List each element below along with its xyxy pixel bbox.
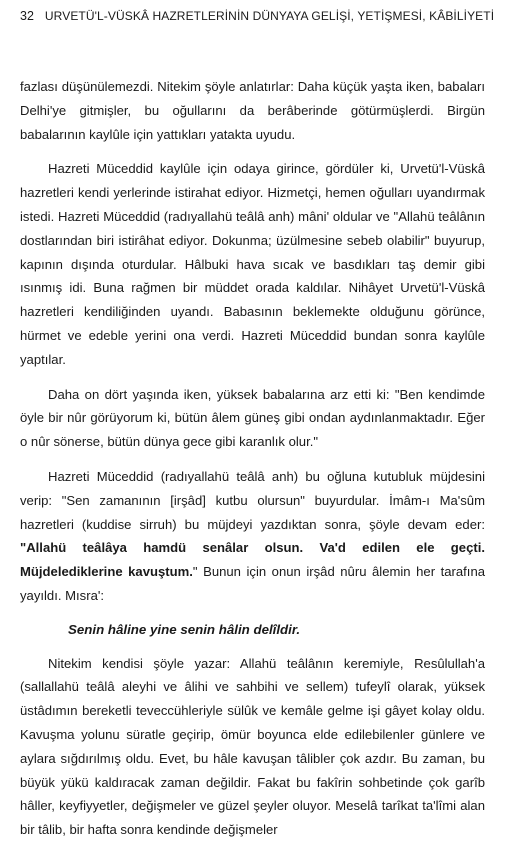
page-body	[20, 75, 485, 842]
paragraph-3: Daha on dört yaşında iken, yüksek babalarına arz etti ki: "Ben kendimde öyle bir nûr görüyorum ki, bütün âlem güneş gibi ondan aydınlanmaktadır. Eğer o nûr sönerse, bütün dünya gece gibi karanlık olur."	[20, 386, 485, 450]
paragraph-1: fazlası düşünülemezdi. Nitekim şöyle anlatırlar: Daha küçük yaşta iken, babaları Delhi'ye gitmişler, bu oğullarını da berâberinde götürmüşlerdi. Birgün babalarının kaylûle için yattıkları yatakta uyudu.	[20, 79, 485, 142]
page-number: 32	[20, 9, 34, 23]
paragraph-4-text-a: Hazreti Müceddid (radıyallahü teâlâ anh) bu oğluna kutubluk müjdesini verip: "Sen zamanının [irşâd] kutbu olursun" buyurdular. İmâm-ı Ma'sûm hazretleri (kuddise sirruh) bu müjdeyi yazdıktan sonra, şöyle devam eder:	[20, 468, 485, 532]
verse-line: Senin hâline yine senin hâlin delîldir.	[68, 621, 301, 637]
paragraph-2: Hazreti Müceddid kaylûle için odaya girince, gördüler ki, Urvetü'l-Vüskâ hazretleri kendi yerlerinde istirahat ediyor. Hizmetçi, hemen oğulları uyandırmak istedi. Hazreti Müceddid (radıyallahü teâlâ anh) mâni' oldular ve "Allahü teâlânın dostlarından biri istirâhat ediyor. Dokunma; üzülmesine sebeb olabilir" buyurup, kapının dışında oturdular. Hâlbuki hava sıcak ve basdıkları taş demir gibi ısınmış idi. Buna rağmen bir müddet orada kaldılar. Nihâyet Urvetü'l-Vüskâ hazretleri kendiliğinden uyandı. Babasının beklemekte olduğunu görünce, hürmet ve edeble yerini ona verdi. Hazreti Müceddid bundan sonra kaylûle yaptılar.	[20, 161, 485, 367]
paragraph-5: Nitekim kendisi şöyle yazar: Allahü teâlânın keremiyle, Resûlullah'a (sallallahü teâlâ aleyhi ve âlihi ve sahbihi ve sellem) tufeylî olarak, yüksek üstâdımın bereketli teveccühleriyle sülûk ve kemâle gelme işi gâyet kolay oldu. Kavuşma yolunu süratle geçirip, ömür boyunca elde edilebilenler günlere ve aylara sığdırılmış oldu. Evet, bu hâle kavuşan tâlibler çok azdır. Bu zaman, bu büyük yükü kaldıracak zaman değildir. Fakat bu fakîrin sohbetinde çok garîb hâller, keyfiyyetler, değişmeler ve güzel şeyler oluyor. Meselâ tarîkat ta'lîmi alan bir tâlib, bir hafta sonra kendinde değişmeler	[20, 655, 485, 838]
page-header	[20, 0, 495, 31]
paragraph-4-text-c: " Bunun için onun irşâd nûru âlemin her tarafına yayıldı. Mısra':	[20, 564, 486, 603]
paragraph-4-bold-quote: "Allahü teâlâya hamdü senâlar olsun. Va'd edilen ele geçti. Müjdelediklerine kavuştum.	[20, 540, 485, 580]
paragraph-4	[20, 465, 485, 608]
running-title: URVETÜ'L-VÜSKÂ HAZRETLERİNİN DÜNYAYA GELİŞİ, YETİŞMESİ, KÂBİLİYETİ	[44, 9, 495, 23]
